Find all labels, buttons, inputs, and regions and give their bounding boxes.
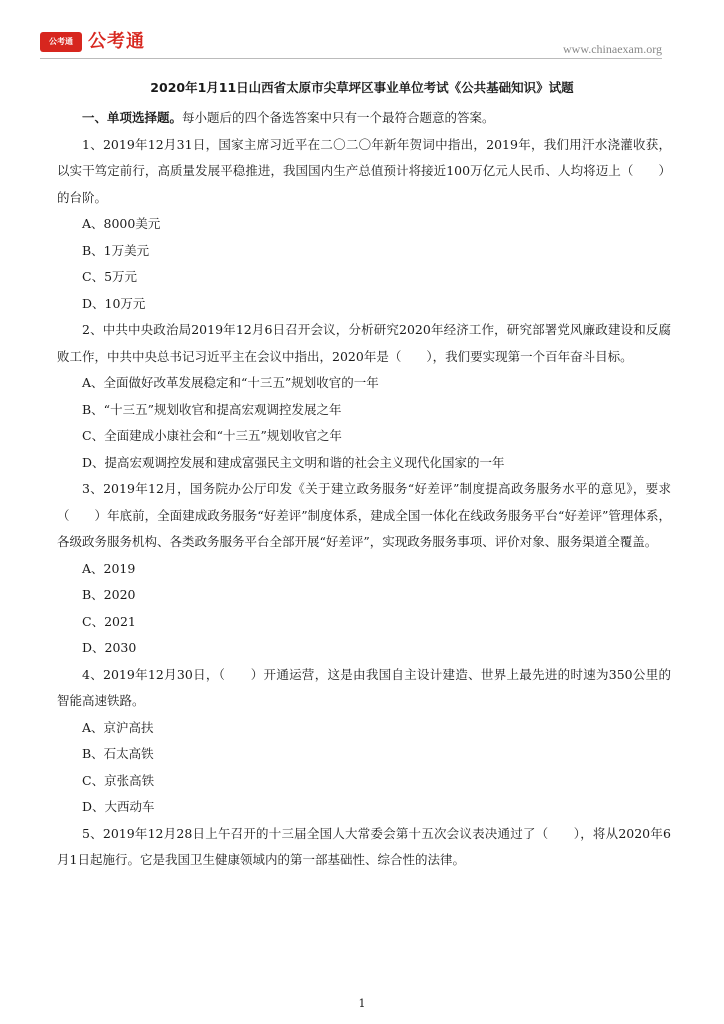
document-title: 2020年1月11日山西省太原市尖草坪区事业单位考试《公共基础知识》试题 [150,80,574,95]
section-heading [57,105,671,132]
question-1-option-a: A、8000美元 [82,216,161,231]
question-1-option-c: C、5万元 [82,269,138,284]
section-description: 每小题后的四个备选答案中只有一个最符合题意的答案。 [182,110,495,125]
question-3-option-c: C、2021 [82,613,136,629]
site-url[interactable]: www.chinaexam.org [563,42,662,56]
question-2-option-d: D、提高宏观调控发展和建成富强民主文明和谐的社会主义现代化国家的一年 [82,454,505,470]
question-4: 4、2019年12月30日，（ ）开通运营，这是由我国自主设计建造、世界上最先进的时速为350公里的智能高速铁路。 [57,666,671,708]
question-3-option-d: D、2030 [82,640,137,655]
question-5: 5、2019年12月28日上午召开的十三届全国人大常委会第十五次会议表决通过了（ ），将从2020年6月1日起施行。它是我国卫生健康领域内的第一部基础性、综合性的法律。 [57,825,671,867]
question-4-option-b: B、石太高铁 [82,746,154,761]
question-2-option-a: A、全面做好改革发展稳定和“十三五”规划收官的一年 [82,375,379,390]
header-rule [40,58,662,59]
question-4-option-d: D、大西动车 [82,799,155,814]
document-body [57,105,671,874]
page-number: 1 [358,997,366,1010]
question-3-option-b: B、2020 [82,587,136,602]
question-1: 1、2019年12月31日，国家主席习近平在二〇二〇年新年贺词中指出，2019年，我们用汗水浇灌收获，以实干笃定前行，高质量发展平稳推进，我国国内生产总值预计将接近100万亿元人民币、人均将迈上（ ）的台阶。 [57,136,671,205]
section-label: 一、单项选择题。 [82,110,183,125]
question-2-option-c: C、全面建成小康社会和“十三五”规划收官之年 [82,428,342,443]
logo-badge: 公考通 [40,32,82,52]
question-2: 2、中共中央政治局2019年12月6日召开会议，分析研究2020年经济工作，研究部署党风廉政建设和反腐败工作，中共中央总书记习近平主在会议中指出，2020年是（ ），我们要实现第一个百年奋斗目标。 [57,322,671,364]
question-2-option-b: B、“十三五”规划收官和提高宏观调控发展之年 [82,401,342,417]
question-1-option-b: B、1万美元 [82,242,150,258]
question-3: 3、2019年12月，国务院办公厅印发《关于建立政务服务“好差评”制度提高政务服务水平的意见》，要求（ ）年底前，全面建成政务服务“好差评”制度体系，建成全国一体化在线政务服务平台“好差评”管理体系，各级政务服务机构、各类政务服务平台全部开展“好差评”，实现政务服务事项、评价对象、服务渠道全覆盖。 [57,481,671,549]
question-3-option-a: A、2019 [82,560,136,576]
logo-text: 公考通 [88,31,145,52]
question-1-option-d: D、10万元 [82,295,146,311]
question-4-option-c: C、京张高铁 [82,772,155,788]
question-4-option-a: A、京沪高扶 [82,719,154,735]
